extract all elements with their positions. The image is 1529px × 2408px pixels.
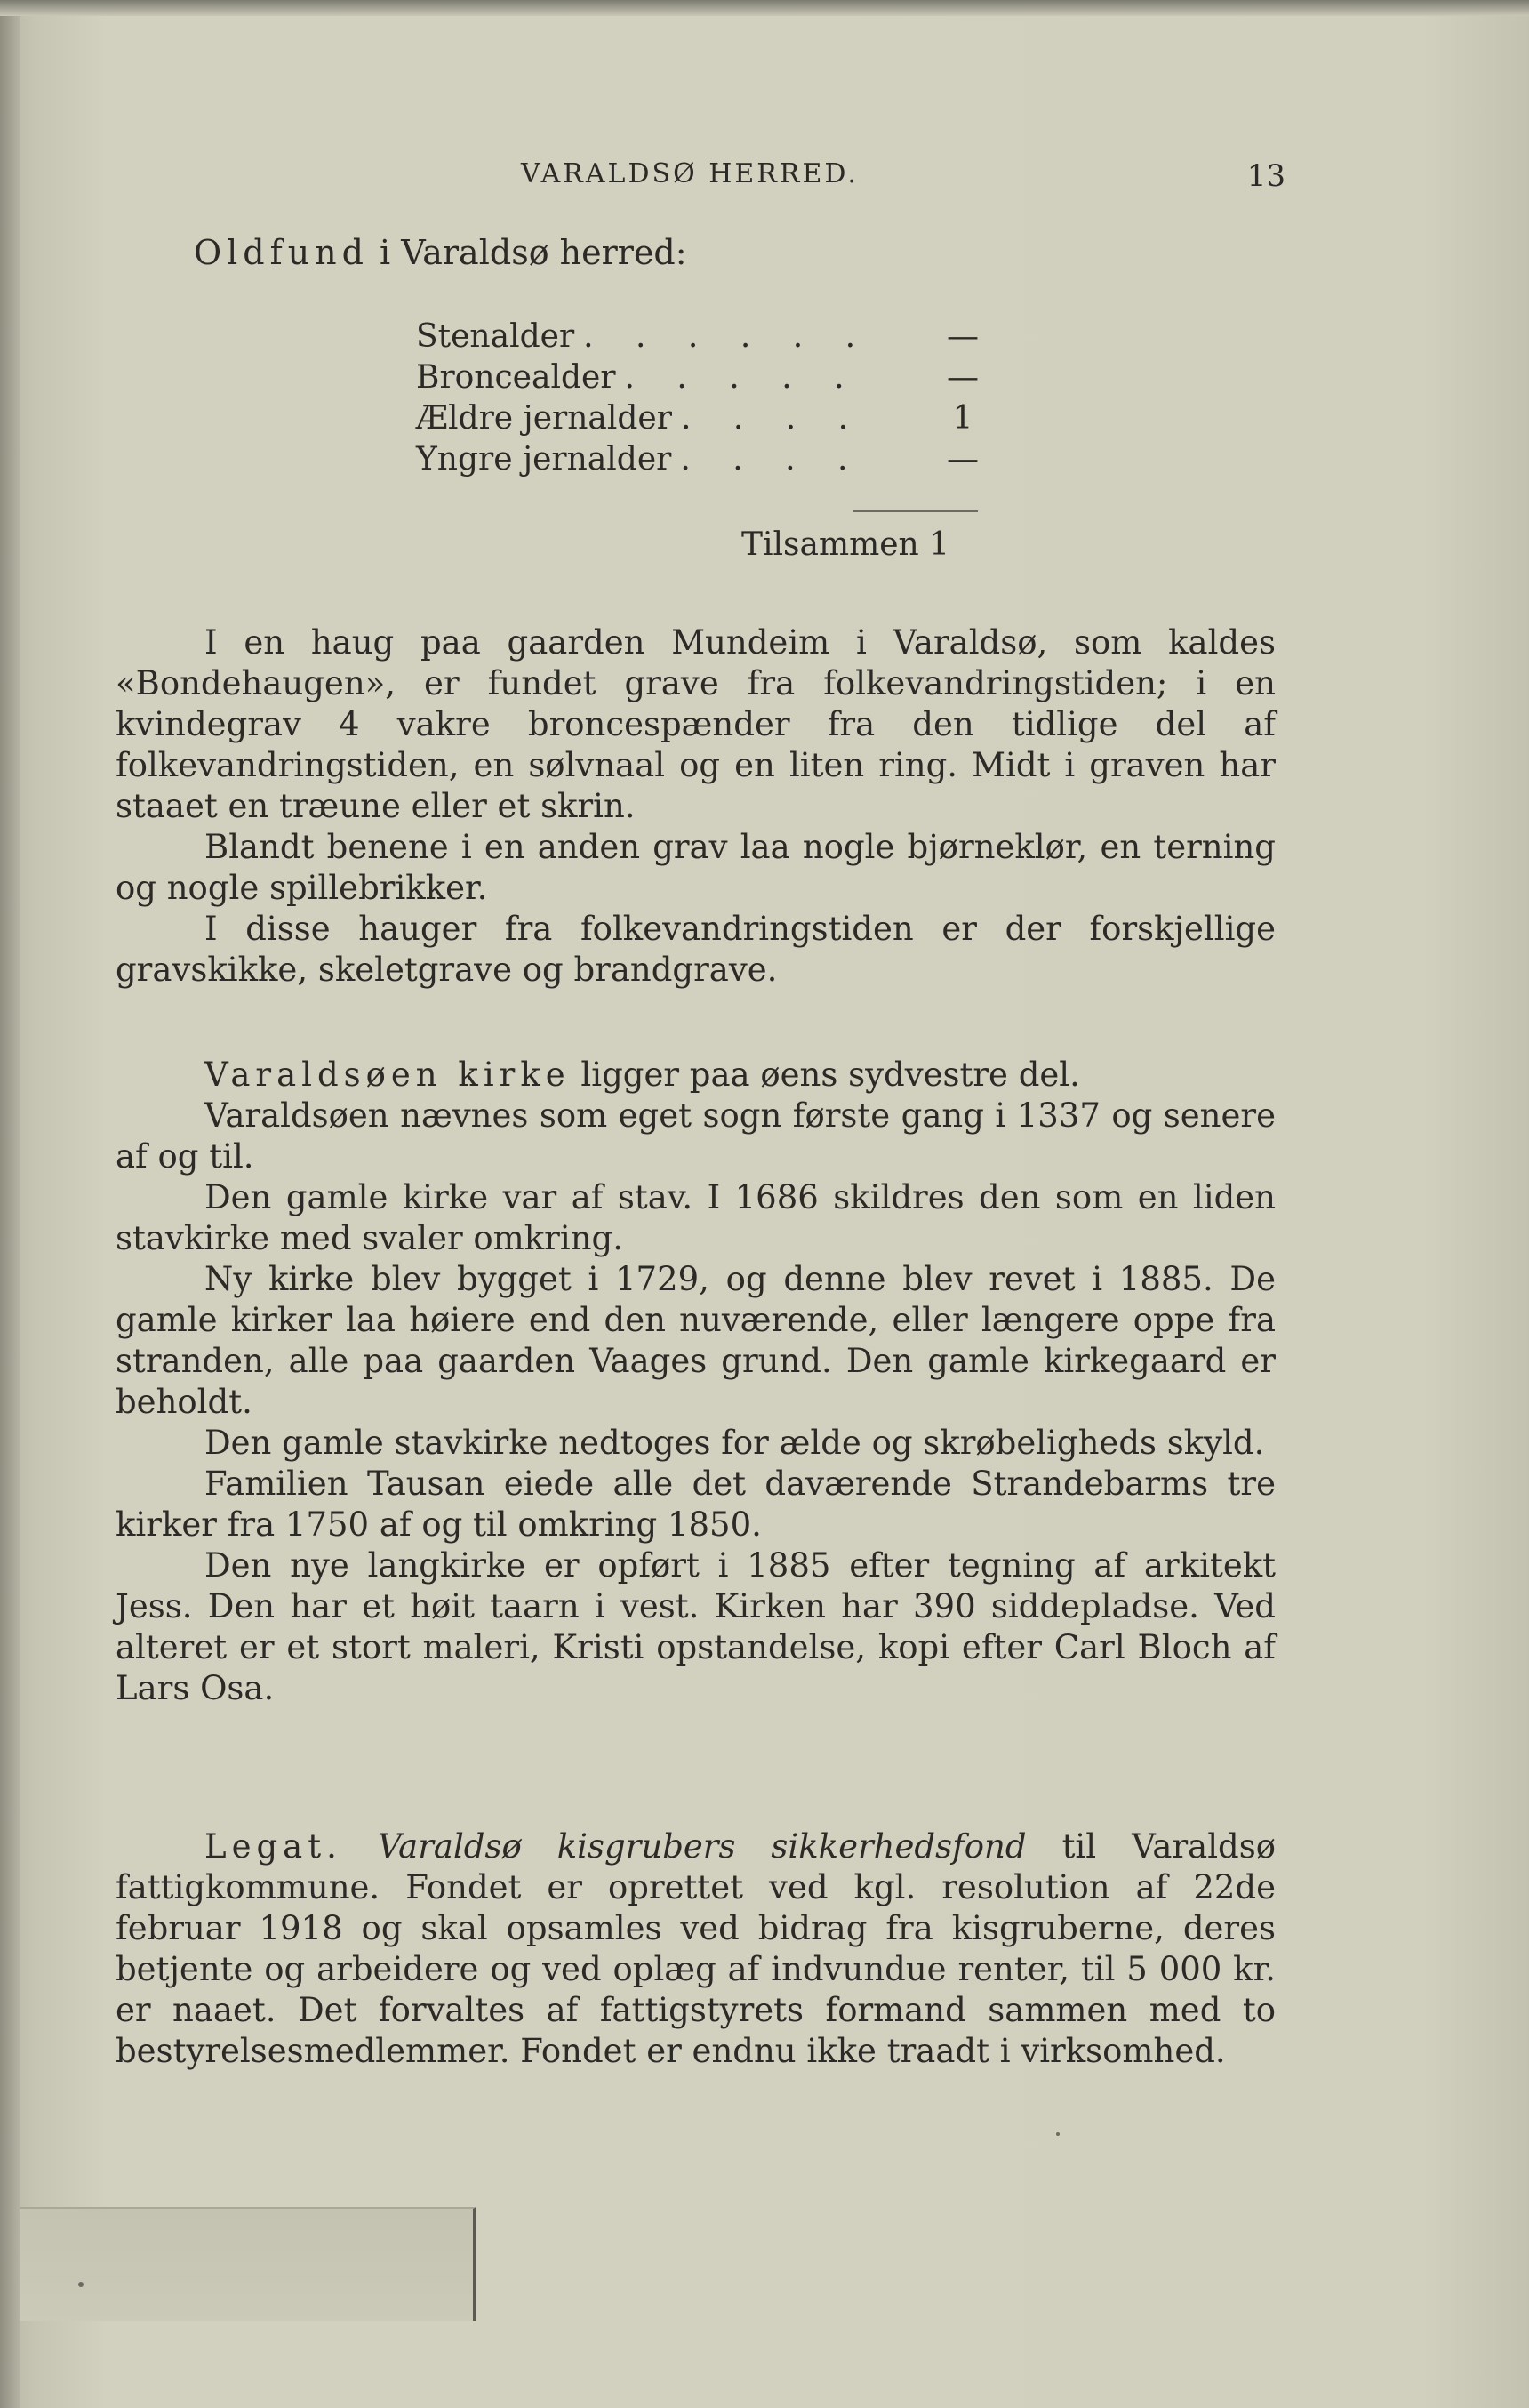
paragraph: Den nye langkirke er opført i 1885 efter tegning af arkitekt Jess. Den har et høit taarn i vest. Kirken har 390 siddepladse. Ved alteret er et stort maleri, Kristi opstandelse, kopi efter Carl Bloch af Lars Osa. xyxy=(116,1546,1276,1707)
ink-speck xyxy=(1056,2132,1060,2136)
finds-row xyxy=(416,357,985,398)
finds-leader-dots: . . . . . xyxy=(624,359,861,396)
finds-row xyxy=(416,398,985,439)
paragraph: I disse hauger fra folkevandringstiden er der forskjellige gravskikke, skeletgrave og brandgrave. xyxy=(116,910,1276,989)
page-top-edge xyxy=(0,0,1529,16)
finds-leader-dots: . . . . xyxy=(680,400,865,437)
finds-row xyxy=(416,317,985,357)
paragraph: Ny kirke blev bygget i 1729, og denne blev revet i 1885. De gamle kirker laa høiere end den nuværende, eller længere oppe fra stranden, alle paa gaarden Vaages grund. Den gamle kirkegaard er beholdt. xyxy=(116,1260,1276,1421)
page-number: 13 xyxy=(1246,158,1285,194)
finds-leader-dots: . . . . . . xyxy=(583,318,872,355)
section-legat xyxy=(116,1826,1276,2072)
finds-value: — xyxy=(947,318,979,355)
fund-name: Varaldsø kisgrubers sikkerhedsfond xyxy=(377,1827,1027,1866)
oldfund-heading-rest: i Varaldsø herred: xyxy=(368,233,687,272)
page-header xyxy=(521,158,1285,203)
paragraph-lead xyxy=(116,1055,1276,1096)
paragraph: Den gamle stavkirke nedtoges for ælde og skrøbeligheds skyld. xyxy=(204,1424,1265,1462)
finds-value: — xyxy=(947,441,979,478)
finds-label: Yngre jernalder xyxy=(416,441,672,478)
finds-label: Broncealder xyxy=(416,359,616,396)
paragraph: I en haug paa gaarden Mundeim i Varaldsø, som kaldes «Bondehaugen», er fundet grave fra folkevandringstiden; i en kvindegrav 4 vakre broncespænder fra den tidlige del af folkevandringstiden, en sølvnaal og en liten ring. Midt i graven har staaet en træune eller et skrin. xyxy=(116,623,1276,825)
finds-value: 1 xyxy=(952,400,973,437)
section-lead-rest: ligger paa øens sydvestre del. xyxy=(570,1056,1080,1094)
paragraph: Den gamle kirke var af stav. I 1686 skildres den som en liden stavkirke med svaler omkring. xyxy=(116,1178,1276,1257)
library-slip xyxy=(20,2207,476,2321)
finds-leader-dots: . . . . xyxy=(680,441,864,478)
oldfund-heading-spaced: Oldfund xyxy=(194,233,369,272)
oldfund-heading xyxy=(194,233,687,272)
section-mundeim xyxy=(116,622,1276,991)
paragraph: Varaldsøen nævnes som eget sogn første gang i 1337 og senere af og til. xyxy=(116,1096,1276,1176)
finds-value: — xyxy=(947,359,979,396)
paragraph: Familien Tausan eiede alle det daværende Strandebarms tre kirker fra 1750 af og til omkring 1850. xyxy=(116,1465,1276,1544)
finds-label: Stenalder xyxy=(416,318,575,355)
finds-total: Tilsammen 1 xyxy=(741,526,950,563)
paragraph-lead xyxy=(116,1826,1276,2072)
section-lead-spaced: Legat. xyxy=(204,1827,342,1866)
section-lead-rest: til Varaldsø fattigkommune. Fondet er oprettet ved kgl. resolution af 22de februar 1918 og skal opsamles ved bidrag fra kisgruberne, deres betjente og arbeidere og ved oplæg af indvundue renter, til 5 000 kr. er naaet. Det forvaltes af fattigstyrets formand sammen med to bestyrelsesmedlemmer. Fondet er endnu ikke traadt i virksomhed. xyxy=(116,1827,1277,2070)
section-kirke xyxy=(116,1055,1276,1709)
running-head: VARALDSØ HERRED. xyxy=(521,158,859,189)
ink-speck xyxy=(78,2282,84,2287)
finds-label: Ældre jernalder xyxy=(416,400,672,437)
finds-table xyxy=(416,317,985,480)
finds-row xyxy=(416,439,985,480)
book-spine-shadow xyxy=(0,0,20,2408)
paragraph: Blandt benene i en anden grav laa nogle bjørneklør, en terning og nogle spillebrikker. xyxy=(116,828,1276,907)
sum-rule xyxy=(853,510,978,512)
section-lead-spaced: Varaldsøen kirke xyxy=(204,1056,571,1094)
